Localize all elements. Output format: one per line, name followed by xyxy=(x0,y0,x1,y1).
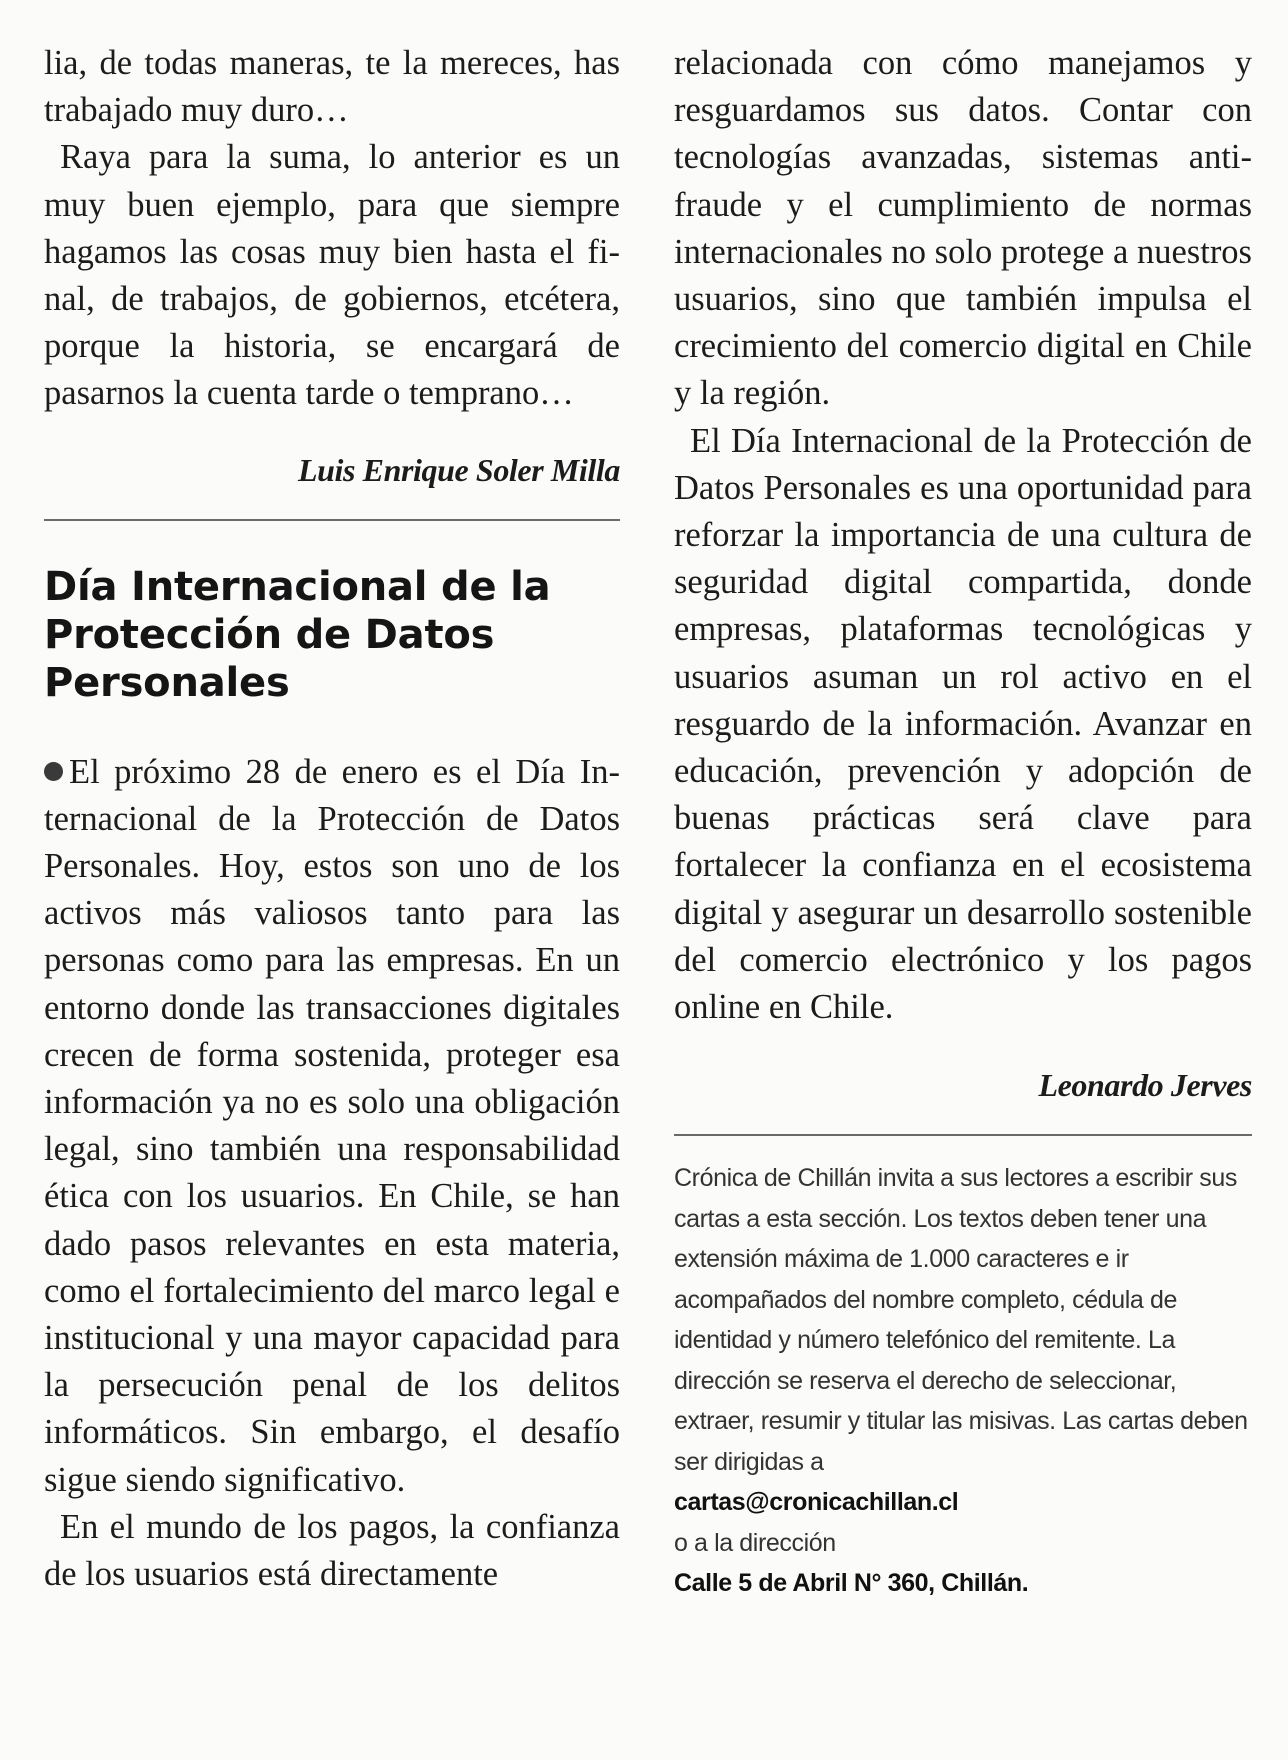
bullet-icon xyxy=(44,762,63,781)
letter-paragraph-4: El Día Internacional de la Protección de Datos Personales es una oportunidad para reforzar la importancia de una cultura de seguridad digital compartida, donde empresas, plataformas tecnológicas y usuarios asuman un rol activo en el resguardo de la información. Avanzar en educación, prevención y adopción de buenas prácticas será clave para fortalecer la confianza en el ecosistema digital y asegurar un desarrollo sostenible del comercio electrónico y los pagos online en Chile. xyxy=(674,421,1252,1027)
section-divider xyxy=(44,519,620,521)
previous-letter-ending: lia, de todas maneras, te la mereces, has trabajado muy duro… xyxy=(44,44,620,130)
right-column xyxy=(674,40,1252,1604)
letter-paragraph-2: En el mundo de los pagos, la confianza de los usuarios está directamente xyxy=(44,1507,620,1594)
notice-connector: o a la dirección xyxy=(674,1528,836,1557)
previous-letter-paragraph: Raya para la suma, lo anterior es un muy buen ejemplo, para que siempre hagamos las cosas muy bien hasta el final, de trabajos, de gobiernos, etcétera, porque la historia, se encargará de pasarnos la cuenta tarde o temprano… xyxy=(44,138,620,413)
left-column xyxy=(44,40,620,1598)
notice-divider xyxy=(674,1134,1252,1136)
letter-paragraph-3: relacionada con cómo manejamos y resguardamos sus datos. Contar con tecnologías avanzadas, sistemas antifraude y el cumplimiento de normas internacionales no solo protege a nuestros usuarios, sino que también impulsa el crecimiento del comercio digital en Chile y la región. xyxy=(674,44,1252,413)
submission-email: cartas@cronicachillan.cl xyxy=(674,1488,959,1517)
letter-signature: Leonardo Jerves xyxy=(1038,1067,1252,1104)
submission-address: Calle 5 de Abril N° 360, Chillán. xyxy=(674,1569,1029,1598)
letter-paragraph-1: El próximo 28 de enero es el Día Internacional de la Protección de Datos Personales. Hoy, estos son uno de los activos más valiosos tanto para las personas como para las empresas. En un entorno donde las transacciones digitales crecen de forma sostenida, proteger esa información ya no es solo una obligación legal, sino también una responsabilidad ética con los usuarios. En Chile, se han dado pasos relevantes en esta materia, como el fortalecimiento del marco legal e institucional y una mayor capacidad para la persecución penal de los delitos informáticos. Sin embargo, el desafío sigue siendo significativo. xyxy=(44,752,620,1499)
previous-letter-signature: Luis Enrique Soler Milla xyxy=(297,451,620,488)
submission-notice xyxy=(674,1158,1252,1604)
letter-headline: Día Internacional de la Protección de Datos Personales xyxy=(44,563,551,706)
notice-text: Crónica de Chillán invita a sus lectores a escribir sus cartas a esta sección. Los textos deben tener una extensión máxima de 1.000 caracteres e ir acompañados del nombre completo, cédula de identidad y número telefónico del remitente. La dirección se reserva el derecho de seleccionar, extraer, resumir y titular las misivas. Las cartas deben ser dirigidas a xyxy=(674,1164,1248,1476)
